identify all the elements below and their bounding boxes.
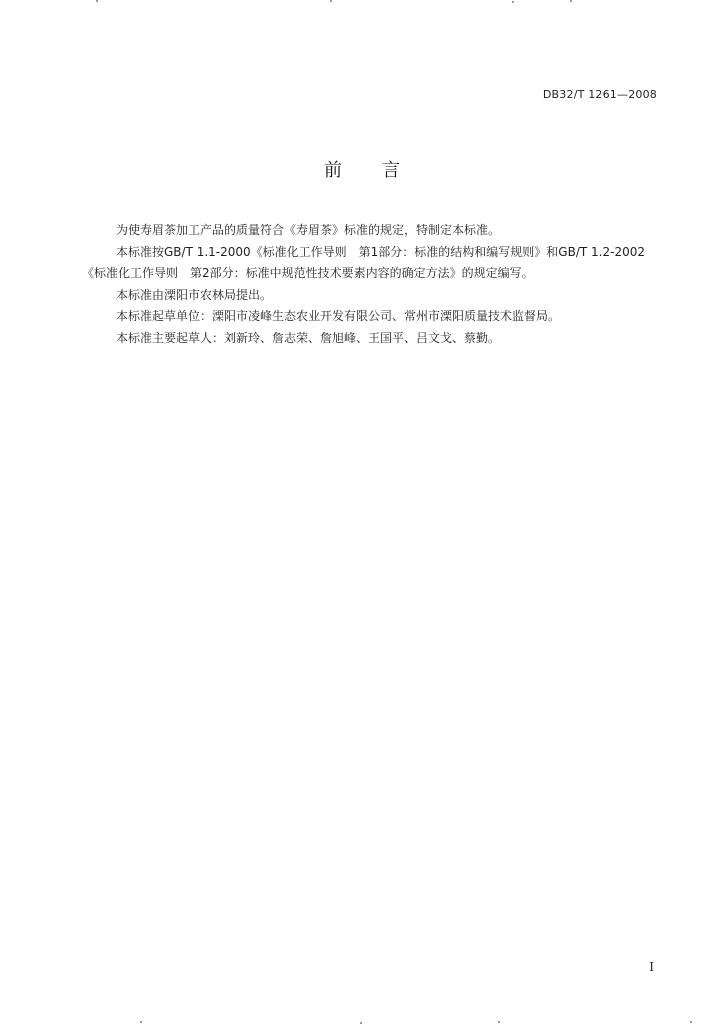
scan-speck <box>690 1021 692 1023</box>
paragraph-drafting-basis-continued: 《标准化工作导则 第2部分：标准中规范性技术要素内容的确定方法》的规定编写。 <box>82 266 534 280</box>
scan-speck <box>96 0 98 2</box>
scan-edge-top <box>0 0 724 3</box>
page-title: 前言 <box>324 160 440 181</box>
scan-speck <box>570 0 572 2</box>
paragraph-drafting-units: 本标准起草单位：溧阳市凌峰生态农业开发有限公司、常州市溧阳质量技术监督局。 <box>116 309 561 323</box>
paragraph-proposer: 本标准由溧阳市农林局提出。 <box>116 287 273 302</box>
paragraph-drafters: 本标准主要起草人：刘新玲、詹志荣、詹旭峰、王国平、吕文戈、蔡勤。 <box>116 330 501 345</box>
scan-speck <box>140 1021 142 1023</box>
scan-speck <box>512 1 514 3</box>
paragraph-drafting-basis: 本标准按GB/T 1.1-2000《标准化工作导则 第1部分：标准的结构和编写规则》和GB/T 1.2-2002 <box>116 244 645 259</box>
standard-code: DB32/T 1261—2008 <box>542 88 657 101</box>
paragraph-purpose: 为使寿眉茶加工产品的质量符合《寿眉茶》标准的规定，特制定本标准。 <box>116 223 501 237</box>
page-number: I <box>649 960 654 974</box>
scan-speck <box>330 0 332 2</box>
foreword-body <box>82 220 660 349</box>
scan-speck <box>498 1021 500 1023</box>
